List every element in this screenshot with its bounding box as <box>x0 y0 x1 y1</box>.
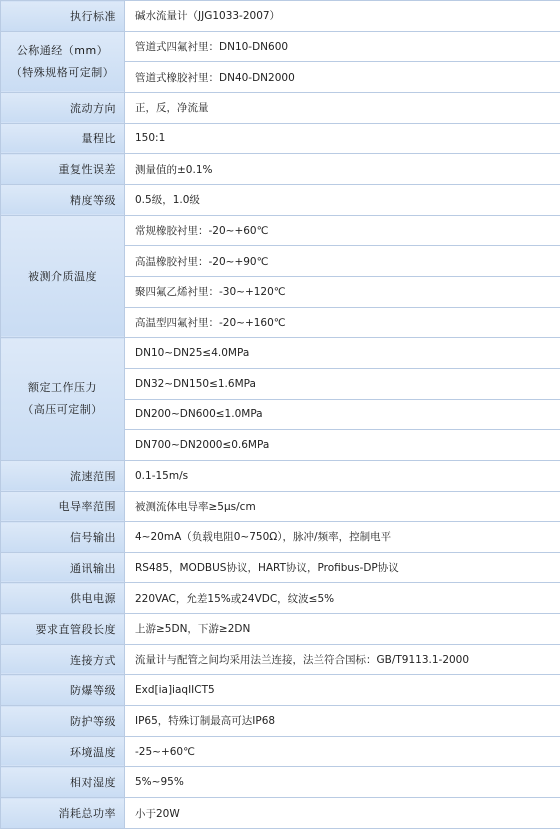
spec-value: DN200~DN600≤1.0MPa <box>125 399 560 430</box>
table-row <box>1 215 560 246</box>
spec-table-body <box>1 1 560 829</box>
table-row <box>1 92 560 123</box>
spec-value: 小于20W <box>125 798 560 829</box>
spec-label: 执行标准 <box>1 1 125 32</box>
spec-label: 相对湿度 <box>1 767 125 798</box>
table-row <box>1 675 560 706</box>
spec-value: 0.5级，1.0级 <box>125 184 560 215</box>
table-row <box>1 31 560 62</box>
spec-label: 信号输出 <box>1 522 125 553</box>
spec-label-line: 额定工作压力 <box>28 381 97 395</box>
spec-label: 被测介质温度 <box>1 215 125 338</box>
spec-value: DN700~DN2000≤0.6MPa <box>125 430 560 461</box>
spec-value: IP65，特殊订制最高可达IP68 <box>125 706 560 737</box>
spec-value: 流量计与配管之间均采用法兰连接，法兰符合国标：GB/T9113.1-2000 <box>125 644 560 675</box>
table-row <box>1 460 560 491</box>
spec-label: 流速范围 <box>1 460 125 491</box>
table-row <box>1 491 560 522</box>
spec-value: 常规橡胶衬里：-20~+60℃ <box>125 215 560 246</box>
spec-value: 220VAC，允差15%或24VDC，纹波≤5% <box>125 583 560 614</box>
table-row <box>1 338 560 369</box>
spec-value: 被测流体电导率≥5μs/cm <box>125 491 560 522</box>
spec-label: 通讯输出 <box>1 552 125 583</box>
spec-value: 聚四氟乙烯衬里：-30~+120℃ <box>125 276 560 307</box>
spec-value: 管道式四氟衬里：DN10-DN600 <box>125 31 560 62</box>
spec-value: DN32~DN150≤1.6MPa <box>125 368 560 399</box>
spec-label: 量程比 <box>1 123 125 154</box>
table-row <box>1 614 560 645</box>
spec-label <box>1 31 125 92</box>
spec-label: 防爆等级 <box>1 675 125 706</box>
spec-value: 高温橡胶衬里：-20~+90℃ <box>125 246 560 277</box>
table-row <box>1 1 560 32</box>
spec-value: RS485，MODBUS协议，HART协议，Profibus-DP协议 <box>125 552 560 583</box>
spec-value: 4~20mA（负载电阻0~750Ω），脉冲/频率，控制电平 <box>125 522 560 553</box>
spec-label: 流动方向 <box>1 92 125 123</box>
spec-label-line: 公称通经（mm） <box>16 43 109 57</box>
table-row <box>1 184 560 215</box>
table-row <box>1 123 560 154</box>
table-row <box>1 552 560 583</box>
spec-value: 碱水流量计（JJG1033-2007） <box>125 1 560 32</box>
spec-label <box>1 338 125 461</box>
spec-value: 0.1-15m/s <box>125 460 560 491</box>
spec-label: 消耗总功率 <box>1 798 125 829</box>
spec-value: 高温型四氟衬里：-20~+160℃ <box>125 307 560 338</box>
spec-value: 正，反，净流量 <box>125 92 560 123</box>
table-row <box>1 583 560 614</box>
spec-label: 防护等级 <box>1 706 125 737</box>
spec-label: 要求直管段长度 <box>1 614 125 645</box>
spec-label-line: （特殊规格可定制） <box>10 65 115 79</box>
table-row <box>1 798 560 829</box>
table-row <box>1 154 560 185</box>
spec-value: 150:1 <box>125 123 560 154</box>
spec-value: Exd[ia]iaqIICT5 <box>125 675 560 706</box>
spec-label: 连接方式 <box>1 644 125 675</box>
spec-value: -25~+60℃ <box>125 736 560 767</box>
spec-value: 上游≥5DN，下游≥2DN <box>125 614 560 645</box>
spec-label: 重复性误差 <box>1 154 125 185</box>
spec-label: 精度等级 <box>1 184 125 215</box>
table-row <box>1 644 560 675</box>
spec-value: 5%~95% <box>125 767 560 798</box>
spec-value: DN10~DN25≤4.0MPa <box>125 338 560 369</box>
spec-label: 环境温度 <box>1 736 125 767</box>
table-row <box>1 767 560 798</box>
table-row <box>1 706 560 737</box>
table-row <box>1 522 560 553</box>
spec-value: 管道式橡胶衬里：DN40-DN2000 <box>125 62 560 93</box>
spec-label: 供电电源 <box>1 583 125 614</box>
spec-label-line: （高压可定制） <box>22 403 103 417</box>
spec-label: 电导率范围 <box>1 491 125 522</box>
spec-value: 测量值的±0.1% <box>125 154 560 185</box>
table-row <box>1 736 560 767</box>
